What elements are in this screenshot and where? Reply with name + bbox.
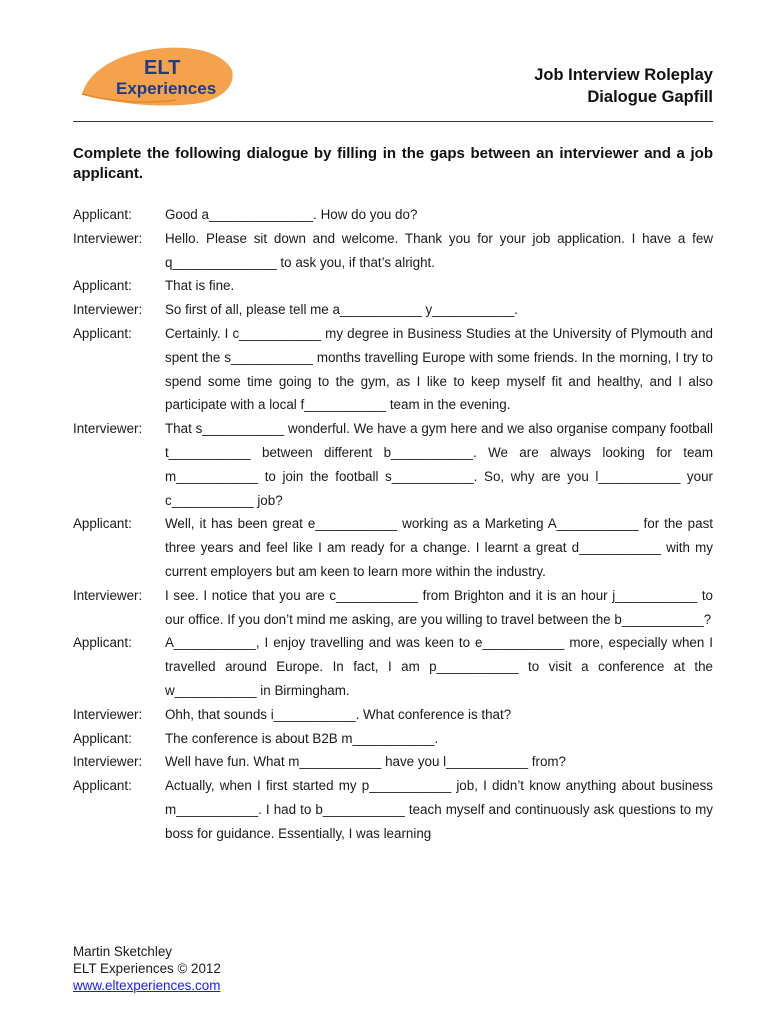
speech-text: I see. I notice that you are c___________ from Brighton and it is an hour j___________ to our office. If you don’t mind me asking, are you willing to travel between the b___________?: [165, 587, 713, 627]
document-title: [534, 64, 713, 108]
dialogue: [73, 203, 713, 846]
speech-text: So first of all, please tell me a___________ y___________.: [165, 302, 518, 318]
speech-text: Well, it has been great e___________ working as a Marketing A___________ for the past three years and feel like I am ready for a change. I learnt a great d___________ with my current employers but am keen to learn more within the industry.: [165, 516, 713, 579]
speaker-label: Interviewer:: [73, 302, 143, 318]
instructions: Complete the following dialogue by filling in the gaps between an interviewer and a job applicant.: [73, 145, 713, 182]
logo-leaf-shape: [76, 42, 236, 118]
speaker-label: Interviewer:: [73, 421, 143, 437]
speaker-label: Applicant:: [73, 516, 132, 532]
dialogue-turn: [73, 298, 713, 322]
logo-text-experiences: Experiences: [116, 79, 217, 98]
dialogue-turn: [73, 227, 713, 275]
dialogue-turn: [73, 703, 713, 727]
speaker-label: Interviewer:: [73, 754, 143, 770]
dialogue-turn: [73, 631, 713, 702]
header-divider: [73, 121, 713, 122]
title-line-1: Job Interview Roleplay: [534, 66, 713, 84]
speaker-label: Interviewer:: [73, 587, 143, 603]
speech-text: That s___________ wonderful. We have a gym here and we also organise company football t___________ between different b___________. We are always looking for team m___________ to join the football s___________. So, why are you l___________ your c___________ job?: [165, 421, 713, 508]
dialogue-turn: [73, 417, 713, 512]
speech-text: Hello. Please sit down and welcome. Thank you for your job application. I have a few q______________ to ask you, if that’s alright.: [165, 230, 713, 270]
speech-text: Certainly. I c___________ my degree in Business Studies at the University of Plymouth and spent the s___________ months travelling Europe with some friends. In the morning, I try to spend some time going to the gym, as I like to keep myself fit and healthy, and I also participate with a local f___________ team in the evening.: [165, 325, 713, 413]
speech-text: That is fine.: [165, 278, 235, 294]
speaker-label: Applicant:: [73, 278, 132, 294]
speaker-label: Applicant:: [73, 325, 132, 341]
speech-text: The conference is about B2B m___________.: [165, 730, 439, 746]
footer-author: Martin Sketchley: [73, 944, 172, 959]
logo-text-elt: ELT: [144, 57, 181, 79]
dialogue-turn: [73, 774, 713, 845]
speech-text: Actually, when I first started my p___________ job, I didn’t know anything about business m___________. I had to b___________ teach myself and continuously ask questions to my boss for guidance. Essentially, I was learning: [165, 778, 713, 841]
speaker-label: Applicant:: [73, 778, 132, 794]
speech-text: Good a______________. How do you do?: [165, 207, 418, 222]
speech-text: Well have fun. What m___________ have you l___________ from?: [165, 754, 567, 770]
dialogue-turn: [73, 512, 713, 583]
speaker-label: Applicant:: [73, 730, 132, 746]
speech-text: Ohh, that sounds i___________. What conference is that?: [165, 706, 512, 722]
speaker-label: Interviewer:: [73, 706, 143, 722]
dialogue-turn: [73, 322, 713, 417]
speaker-label: Interviewer:: [73, 230, 143, 246]
website-link[interactable]: www.eltexperiences.com: [73, 978, 221, 993]
elt-experiences-logo: [76, 42, 236, 118]
speaker-label: Applicant:: [73, 635, 132, 651]
dialogue-turn: [73, 750, 713, 774]
footer: [73, 943, 221, 994]
speech-text: A___________, I enjoy travelling and was keen to e___________ more, especially when I travelled around Europe. In fact, I am p___________ to visit a conference at the w___________ in Birmingham.: [165, 635, 713, 698]
dialogue-turn: [73, 584, 713, 632]
dialogue-turn: [73, 727, 713, 751]
speaker-label: Applicant:: [73, 207, 132, 222]
dialogue-turn: [73, 203, 713, 227]
footer-copyright: ELT Experiences © 2012: [73, 961, 221, 976]
dialogue-turn: [73, 274, 713, 298]
title-line-2: Dialogue Gapfill: [587, 88, 713, 106]
